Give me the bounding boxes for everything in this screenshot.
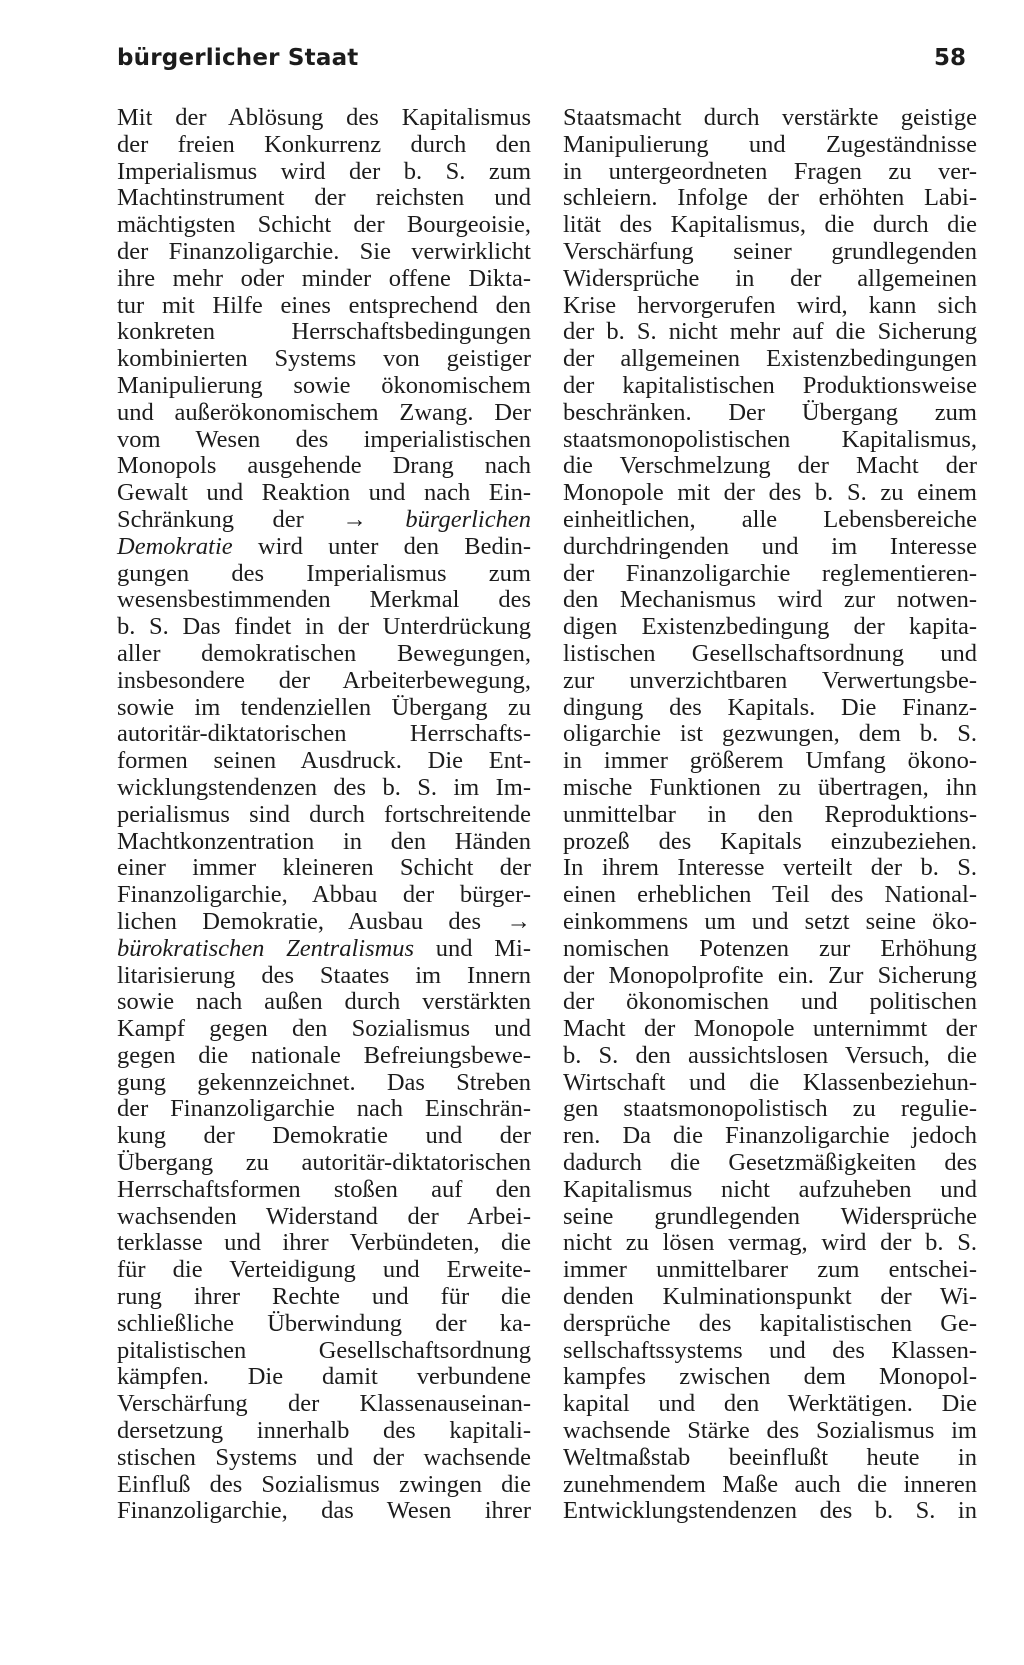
text-line: gen staatsmonopolistisch zu regulie- (563, 1095, 977, 1123)
text-column-left (117, 105, 531, 1525)
text-line: rung ihrer Rechte und für die (117, 1283, 531, 1311)
text-line: vom Wesen des imperialistischen (117, 425, 531, 453)
text-line: In ihrem Interesse verteilt der b. S. (563, 854, 977, 882)
text-line: staatsmonopolistischen Kapitalismus, (563, 425, 977, 453)
text-line: Monopole mit der des b. S. zu einem (563, 479, 977, 507)
text-line: einen erheblichen Teil des National- (563, 881, 977, 909)
text-line: Imperialismus wird der b. S. zum (117, 157, 531, 185)
text-line: Wirtschaft und die Klassenbeziehun- (563, 1068, 977, 1096)
text-line: Einfluß des Sozialismus zwingen die (117, 1470, 531, 1498)
text-line: Machtinstrument der reichsten und (117, 184, 531, 212)
text-line: denden Kulminationspunkt der Wi- (563, 1283, 977, 1311)
text-line: konkreten Herrschaftsbedingungen (117, 318, 531, 346)
text-line: immer unmittelbarer zum entschei- (563, 1256, 977, 1284)
text-line: formen seinen Ausdruck. Die Ent- (117, 747, 531, 775)
text-line (117, 534, 531, 561)
italic-reference: bürokratischen Zentralismus (117, 934, 415, 962)
text-line: nomischen Potenzen zur Erhöhung (563, 934, 977, 962)
text-line: Gewalt und Reaktion und nach Ein- (117, 479, 531, 507)
page-number: 58 (933, 45, 966, 71)
text-line: und außerökonomischem Zwang. Der (117, 398, 531, 426)
text-line: Machtkonzentration in den Händen (117, 827, 531, 855)
text-line: zur unverzichtbaren Verwertungsbe- (563, 666, 977, 694)
text-line: in immer größerem Umfang ökono- (563, 747, 977, 775)
text-line: beschränken. Der Übergang zum (563, 398, 977, 426)
text-line: seine grundlegenden Widersprüche (563, 1202, 977, 1230)
text-line: für die Verteidigung und Erweite- (117, 1256, 531, 1284)
text-line: der Monopolprofite ein. Zur Sicherung (563, 961, 977, 989)
text-line: kung der Demokratie und der (117, 1122, 531, 1150)
text-line: b. S. Das findet in der Unterdrückung (117, 613, 531, 641)
text-line: digen Existenzbedingung der kapita- (563, 613, 977, 641)
text-line: den Mechanismus wird zur notwen- (563, 586, 977, 614)
text-line: Weltmaßstab beeinflußt heute in (563, 1443, 977, 1471)
text-line: lität des Kapitalismus, die durch die (563, 211, 977, 239)
line-text: und Mi- (414, 934, 532, 962)
text-line: terklasse und ihrer Verbündeten, die (117, 1229, 531, 1257)
text-line: ren. Da die Finanzoligarchie jedoch (563, 1122, 977, 1150)
text-line: aller demokratischen Bewegungen, (117, 639, 531, 667)
text-line: Macht der Monopole unternimmt der (563, 1015, 977, 1043)
text-line: oligarchie ist gezwungen, dem b. S. (563, 720, 977, 748)
text-line: pitalistischen Gesellschaftsordnung (117, 1336, 531, 1364)
text-line: der freien Konkurrenz durch den (117, 130, 531, 158)
text-line: dersetzung innerhalb des kapitali- (117, 1417, 531, 1445)
text-line: sellschaftssystems und des Klassen- (563, 1336, 977, 1364)
text-line: Manipulierung und Zugeständnisse (563, 130, 977, 158)
text-line: tur mit Hilfe eines entsprechend den (117, 291, 531, 319)
text-line: Staatsmacht durch verstärkte geistige (563, 104, 977, 131)
text-line: unmittelbar in den Reproduktions- (563, 800, 977, 828)
text-line: einheitlichen, alle Lebensbereiche (563, 505, 977, 533)
text-line: einkommens um und setzt seine öko- (563, 907, 977, 935)
text-line: gegen die nationale Befreiungsbewe- (117, 1041, 531, 1069)
line-text: Schränkung der (117, 505, 343, 533)
text-line: Verschärfung seiner grundlegenden (563, 237, 977, 265)
text-line: Finanzoligarchie, das Wesen ihrer (117, 1497, 531, 1525)
text-line: Krise hervorgerufen wird, kann sich (563, 291, 977, 319)
text-line: litarisierung des Staates im Innern (117, 961, 531, 989)
text-line: sowie nach außen durch verstärkten (117, 988, 531, 1016)
text-line: dadurch die Gesetzmäßigkeiten des (563, 1149, 977, 1177)
italic-reference: → bürgerlichen (342, 505, 531, 533)
text-line: dersprüche des kapitalistischen Ge- (563, 1309, 977, 1337)
text-line: autoritär-diktatorischen Herrschafts- (117, 720, 531, 748)
line-text: wird unter den Bedin- (232, 532, 531, 560)
text-line: Mit der Ablösung des Kapitalismus (117, 104, 531, 131)
text-line: Kampf gegen den Sozialismus und (117, 1015, 531, 1043)
text-line: schleiern. Infolge der erhöhten Labi- (563, 184, 977, 212)
text-line: insbesondere der Arbeiterbewegung, (117, 666, 531, 694)
text-column-right (563, 105, 977, 1525)
text-line: Entwicklungstendenzen des b. S. in (563, 1497, 977, 1525)
text-line: der Finanzoligarchie nach Einschrän- (117, 1095, 531, 1123)
text-line: ihre mehr oder minder offene Dikta- (117, 264, 531, 292)
text-line: der Finanzoligarchie reglementieren- (563, 559, 977, 587)
text-line: mische Funktionen zu übertragen, ihn (563, 773, 977, 801)
text-line: der allgemeinen Existenzbedingungen (563, 345, 977, 373)
text-line: wicklungstendenzen des b. S. im Im- (117, 773, 531, 801)
text-line: wesensbestimmenden Merkmal des (117, 586, 531, 614)
text-line: der b. S. nicht mehr auf die Sicherung (563, 318, 977, 346)
text-line: Übergang zu autoritär-diktatorischen (117, 1149, 531, 1177)
text-line: der kapitalistischen Produktionsweise (563, 371, 977, 399)
text-line: Manipulierung sowie ökonomischem (117, 371, 531, 399)
text-line: mächtigsten Schicht der Bourgeoisie, (117, 211, 531, 239)
text-line: stischen Systems und der wachsende (117, 1443, 531, 1471)
text-line: dingung des Kapitals. Die Finanz- (563, 693, 977, 721)
text-line: kapital und den Werktätigen. Die (563, 1390, 977, 1418)
text-line: Herrschaftsformen stoßen auf den (117, 1175, 531, 1203)
text-line: kampfes zwischen dem Monopol- (563, 1363, 977, 1391)
page-header-title: bürgerlicher Staat (117, 45, 359, 71)
text-line: prozeß des Kapitals einzubeziehen. (563, 827, 977, 855)
text-line: kämpfen. Die damit verbundene (117, 1363, 531, 1391)
text-line: der Finanzoligarchie. Sie verwirklicht (117, 237, 531, 265)
text-line: durchdringenden und im Interesse (563, 532, 977, 560)
text-line: Finanzoligarchie, Abbau der bürger- (117, 881, 531, 909)
text-line: perialismus sind durch fortschreitende (117, 800, 531, 828)
text-line: sowie im tendenziellen Übergang zu (117, 693, 531, 721)
text-line: gung gekennzeichnet. Das Streben (117, 1068, 531, 1096)
text-line: zunehmendem Maße auch die inneren (563, 1470, 977, 1498)
text-line: b. S. den aussichtslosen Versuch, die (563, 1041, 977, 1069)
text-line: einer immer kleineren Schicht der (117, 854, 531, 882)
text-line (117, 936, 531, 963)
text-line: gungen des Imperialismus zum (117, 559, 531, 587)
text-line: schließliche Überwindung der ka- (117, 1309, 531, 1337)
text-line (117, 507, 531, 534)
italic-reference: Demokratie (117, 532, 233, 560)
text-line: wachsenden Widerstand der Arbei- (117, 1202, 531, 1230)
text-line: Verschärfung der Klassenauseinan- (117, 1390, 531, 1418)
text-line: listischen Gesellschaftsordnung und (563, 639, 977, 667)
text-line: nicht zu lösen vermag, wird der b. S. (563, 1229, 977, 1257)
text-line: Kapitalismus nicht aufzuheben und (563, 1175, 977, 1203)
text-line: lichen Demokratie, Ausbau des → (117, 907, 531, 935)
text-line: der ökonomischen und politischen (563, 988, 977, 1016)
text-line: Widersprüche in der allgemeinen (563, 264, 977, 292)
text-line: kombinierten Systems von geistiger (117, 345, 531, 373)
text-line: Monopols ausgehende Drang nach (117, 452, 531, 480)
text-line: wachsende Stärke des Sozialismus im (563, 1417, 977, 1445)
text-line: die Verschmelzung der Macht der (563, 452, 977, 480)
text-line: in untergeordneten Fragen zu ver- (563, 157, 977, 185)
